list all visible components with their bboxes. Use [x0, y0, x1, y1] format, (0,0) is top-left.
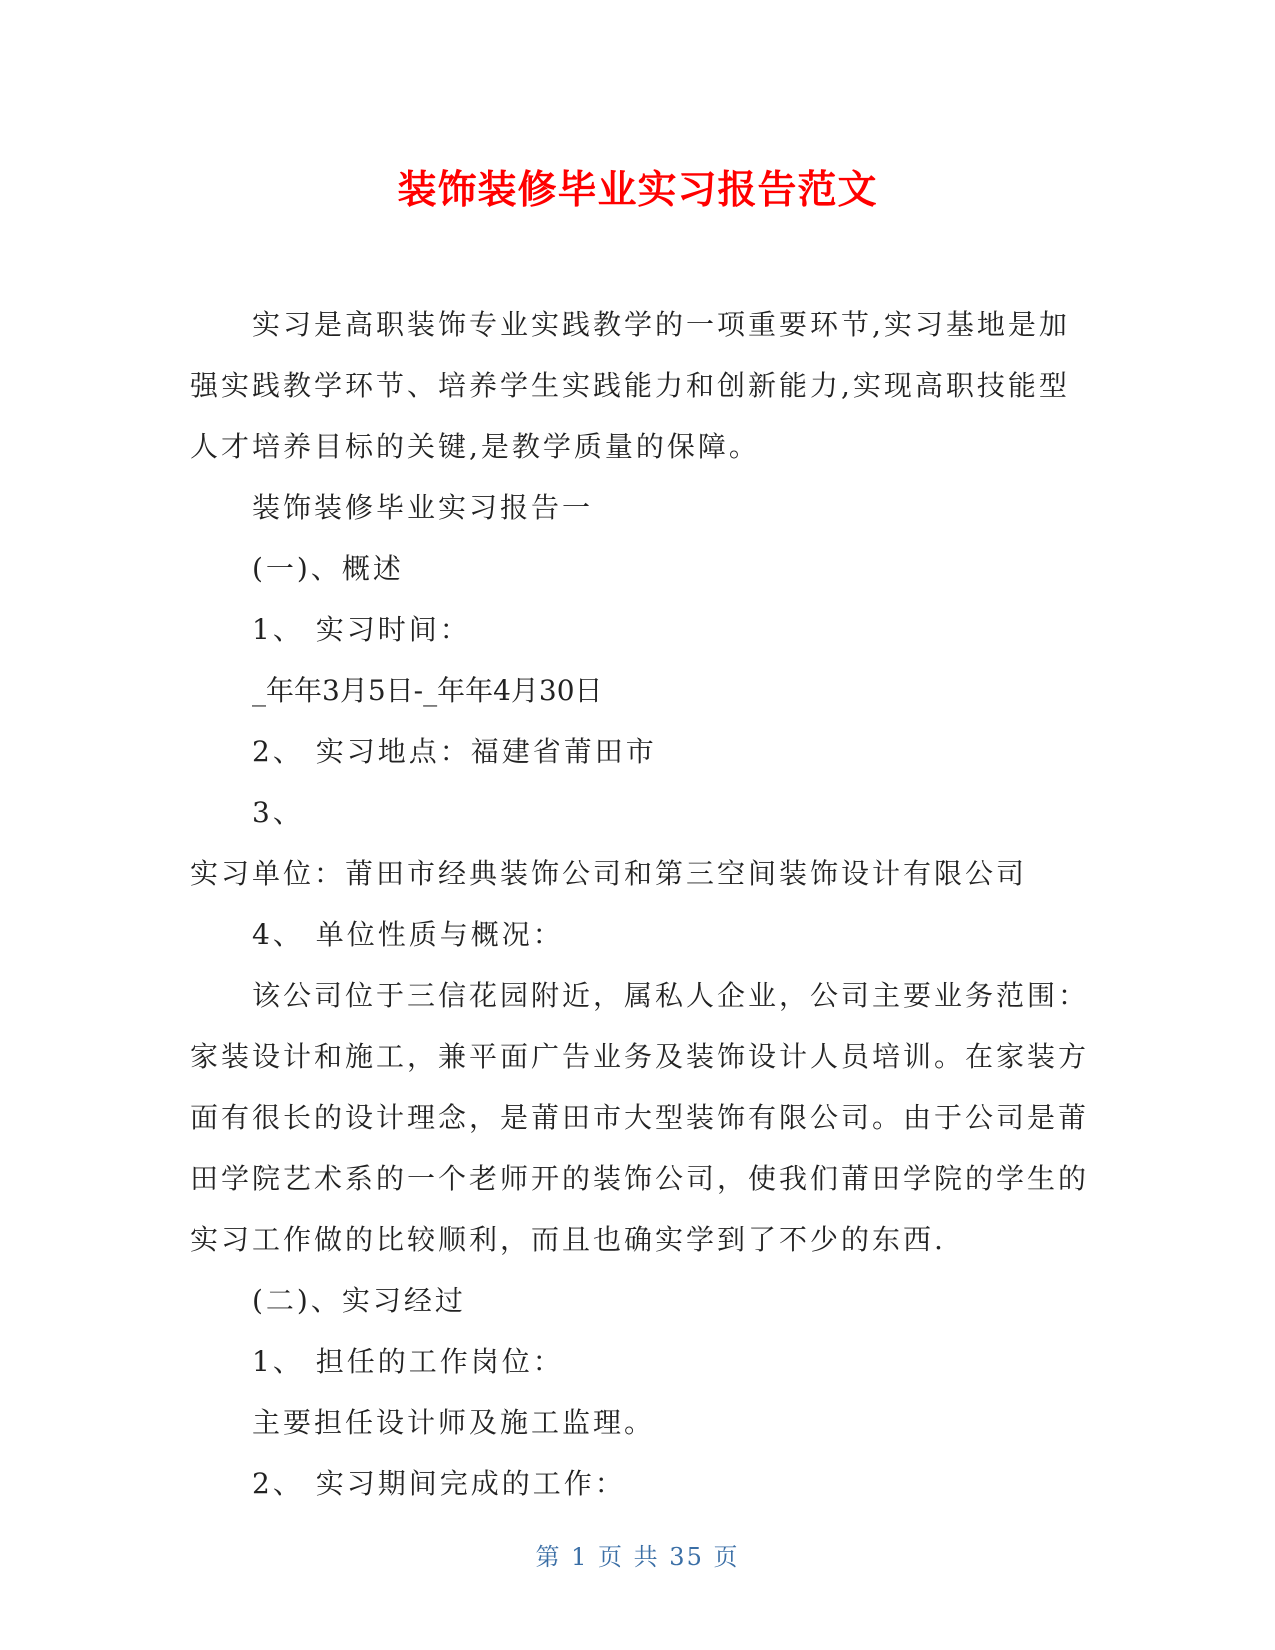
list-item-work-completed: 2、 实习期间完成的工作： [252, 1467, 626, 1500]
section-heading-internship-process: (二)、实习经过 [252, 1284, 466, 1317]
list-item-unit-nature: 4、 单位性质与概况： [252, 918, 564, 951]
list-item-job-position: 1、 担任的工作岗位： [252, 1345, 564, 1378]
document-body [190, 294, 1090, 1514]
document-title: 装饰装修毕业实习报告范文 [397, 168, 878, 213]
paragraph-company-description: 该公司位于三信花园附近，属私人企业，公司主要业务范围：家装设计和施工，兼平面广告业务及装饰设计人员培训。在家装方面有很长的设计理念，是莆田市大型装饰有限公司。由于公司是莆田学院艺术系的一个老师开的装饰公司，使我们莆田学院的学生的实习工作做的比较顺利，而且也确实学到了不少的东西. [190, 979, 1090, 1256]
paragraph-main-role: 主要担任设计师及施工监理。 [252, 1406, 656, 1439]
section-heading-report-one: 装饰装修毕业实习报告一 [252, 491, 594, 524]
section-heading-overview: (一)、概述 [252, 552, 404, 585]
list-item-internship-time: 1、 实习时间： [252, 613, 471, 646]
list-item-number-three: 3、 [252, 796, 304, 829]
paragraph-intro: 实习是高职装饰专业实践教学的一项重要环节,实习基地是加强实践教学环节、培养学生实践能力和创新能力,实现高职技能型人才培养目标的关键,是教学质量的保障。 [190, 308, 1070, 463]
page-number-footer: 第 1 页 共 35 页 [535, 1543, 740, 1571]
paragraph-internship-dates: _年年3月5日-_年年4月30日 [252, 674, 603, 707]
list-item-internship-location: 2、 实习地点：福建省莆田市 [252, 735, 657, 768]
paragraph-internship-unit: 实习单位：莆田市经典装饰公司和第三空间装饰设计有限公司 [190, 857, 1028, 890]
